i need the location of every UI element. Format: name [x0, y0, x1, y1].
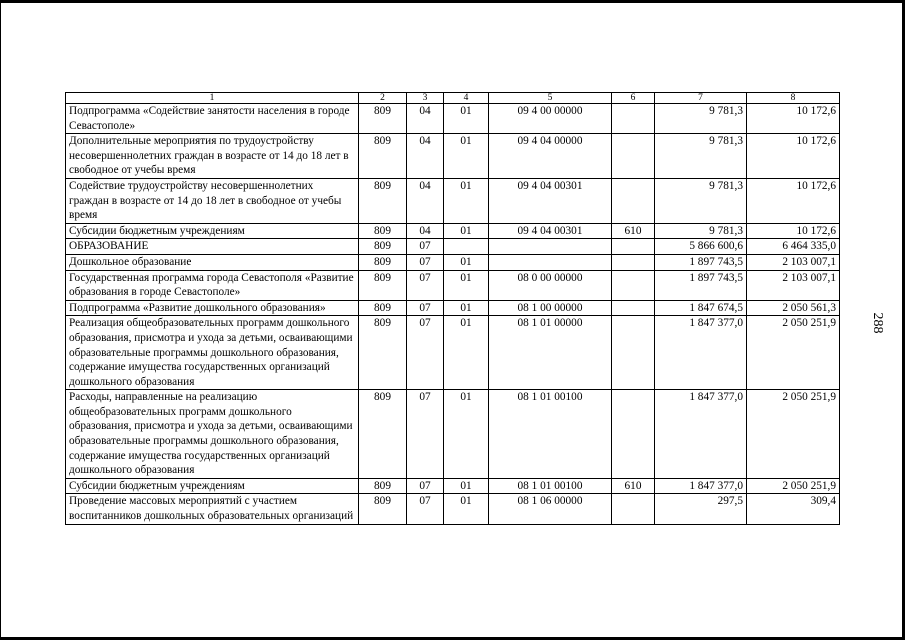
subsection-code: 01	[444, 134, 489, 179]
section-code: 07	[407, 494, 444, 524]
expense-type-code	[612, 270, 655, 300]
target-article-code: 09 4 00 00000	[489, 104, 612, 134]
column-number: 5	[489, 93, 612, 104]
table-row	[66, 270, 840, 300]
row-name: Государственная программа города Севастополя «Развитие образования в городе Севастополе»	[66, 270, 359, 300]
row-name: Субсидии бюджетным учреждениям	[66, 478, 359, 494]
subsection-code: 01	[444, 270, 489, 300]
subsection-code: 01	[444, 300, 489, 316]
table-row	[66, 178, 840, 223]
expense-type-code	[612, 178, 655, 223]
target-article-code: 09 4 04 00301	[489, 223, 612, 239]
ministry-code: 809	[359, 239, 407, 255]
row-name: Подпрограмма «Развитие дошкольного образования»	[66, 300, 359, 316]
amount-year-2: 2 050 251,9	[747, 316, 840, 390]
row-name: Содействие трудоустройству несовершеннолетних граждан в возрасте от 14 до 18 лет в свободное от учебы время	[66, 178, 359, 223]
amount-year-1: 9 781,3	[655, 223, 747, 239]
expense-type-code	[612, 390, 655, 479]
expense-type-code	[612, 254, 655, 270]
subsection-code: 01	[444, 494, 489, 524]
amount-year-2: 6 464 335,0	[747, 239, 840, 255]
amount-year-2: 2 103 007,1	[747, 254, 840, 270]
column-number: 6	[612, 93, 655, 104]
subsection-code: 01	[444, 223, 489, 239]
section-code: 07	[407, 254, 444, 270]
target-article-code: 08 0 00 00000	[489, 270, 612, 300]
table-row	[66, 494, 840, 524]
section-code: 07	[407, 390, 444, 479]
amount-year-1: 1 897 743,5	[655, 254, 747, 270]
ministry-code: 809	[359, 270, 407, 300]
amount-year-1: 1 847 377,0	[655, 478, 747, 494]
section-code: 07	[407, 478, 444, 494]
ministry-code: 809	[359, 134, 407, 179]
ministry-code: 809	[359, 178, 407, 223]
table-row	[66, 254, 840, 270]
amount-year-1: 1 847 377,0	[655, 316, 747, 390]
section-code: 07	[407, 300, 444, 316]
subsection-code: 01	[444, 104, 489, 134]
ministry-code: 809	[359, 300, 407, 316]
subsection-code: 01	[444, 478, 489, 494]
target-article-code: 08 1 01 00100	[489, 390, 612, 479]
subsection-code: 01	[444, 390, 489, 479]
amount-year-1: 297,5	[655, 494, 747, 524]
ministry-code: 809	[359, 254, 407, 270]
column-number: 7	[655, 93, 747, 104]
expense-type-code	[612, 494, 655, 524]
expense-type-code	[612, 134, 655, 179]
budget-table	[65, 92, 840, 525]
expense-type-code	[612, 300, 655, 316]
section-code: 07	[407, 270, 444, 300]
expense-type-code	[612, 316, 655, 390]
amount-year-2: 10 172,6	[747, 104, 840, 134]
table-row	[66, 104, 840, 134]
subsection-code: 01	[444, 254, 489, 270]
amount-year-2: 2 050 251,9	[747, 478, 840, 494]
section-code: 04	[407, 134, 444, 179]
column-number-row	[66, 93, 840, 104]
target-article-code: 08 1 00 00000	[489, 300, 612, 316]
table-row	[66, 134, 840, 179]
ministry-code: 809	[359, 478, 407, 494]
ministry-code: 809	[359, 104, 407, 134]
column-number: 2	[359, 93, 407, 104]
column-number: 3	[407, 93, 444, 104]
subsection-code: 01	[444, 316, 489, 390]
section-code: 04	[407, 223, 444, 239]
subsection-code	[444, 239, 489, 255]
amount-year-1: 9 781,3	[655, 134, 747, 179]
table-row	[66, 239, 840, 255]
expense-type-code	[612, 239, 655, 255]
subsection-code: 01	[444, 178, 489, 223]
scan-edge-top	[0, 0, 905, 3]
expense-type-code: 610	[612, 478, 655, 494]
expense-type-code: 610	[612, 223, 655, 239]
amount-year-1: 5 866 600,6	[655, 239, 747, 255]
amount-year-2: 2 103 007,1	[747, 270, 840, 300]
page-number: 288	[870, 312, 885, 334]
amount-year-1: 9 781,3	[655, 104, 747, 134]
section-code: 04	[407, 104, 444, 134]
table-row	[66, 316, 840, 390]
amount-year-2: 2 050 561,3	[747, 300, 840, 316]
target-article-code	[489, 254, 612, 270]
amount-year-2: 10 172,6	[747, 223, 840, 239]
target-article-code: 08 1 01 00100	[489, 478, 612, 494]
amount-year-2: 309,4	[747, 494, 840, 524]
amount-year-2: 10 172,6	[747, 134, 840, 179]
section-code: 04	[407, 178, 444, 223]
target-article-code: 09 4 04 00000	[489, 134, 612, 179]
row-name: Проведение массовых мероприятий с участием воспитанников дошкольных образовательных организаций	[66, 494, 359, 524]
ministry-code: 809	[359, 223, 407, 239]
ministry-code: 809	[359, 316, 407, 390]
target-article-code: 08 1 06 00000	[489, 494, 612, 524]
column-number: 1	[66, 93, 359, 104]
row-name: Субсидии бюджетным учреждениям	[66, 223, 359, 239]
table-row	[66, 390, 840, 479]
column-number: 4	[444, 93, 489, 104]
target-article-code: 09 4 04 00301	[489, 178, 612, 223]
table-body	[66, 93, 840, 525]
row-name: Расходы, направленные на реализацию общеобразовательных программ дошкольного образования, присмотра и ухода за детьми, осваивающими образовательные программы дошкольного образования, содержание имущества государственных организаций дошкольного образования	[66, 390, 359, 479]
amount-year-1: 9 781,3	[655, 178, 747, 223]
ministry-code: 809	[359, 494, 407, 524]
target-article-code: 08 1 01 00000	[489, 316, 612, 390]
amount-year-1: 1 847 674,5	[655, 300, 747, 316]
amount-year-2: 10 172,6	[747, 178, 840, 223]
ministry-code: 809	[359, 390, 407, 479]
table-row	[66, 300, 840, 316]
row-name: Дошкольное образование	[66, 254, 359, 270]
amount-year-1: 1 897 743,5	[655, 270, 747, 300]
amount-year-1: 1 847 377,0	[655, 390, 747, 479]
row-name: ОБРАЗОВАНИЕ	[66, 239, 359, 255]
expense-type-code	[612, 104, 655, 134]
section-code: 07	[407, 316, 444, 390]
column-number: 8	[747, 93, 840, 104]
table-row	[66, 478, 840, 494]
row-name: Подпрограмма «Содействие занятости населения в городе Севастополе»	[66, 104, 359, 134]
section-code: 07	[407, 239, 444, 255]
row-name: Дополнительные мероприятия по трудоустройству несовершеннолетних граждан в возрасте от 14 до 18 лет в свободное от учебы время	[66, 134, 359, 179]
amount-year-2: 2 050 251,9	[747, 390, 840, 479]
row-name: Реализация общеобразовательных программ дошкольного образования, присмотра и ухода за детьми, осваивающими образовательные программы дошкольного образования, содержание имущества государственных организаций дошкольного образования	[66, 316, 359, 390]
table-row	[66, 223, 840, 239]
target-article-code	[489, 239, 612, 255]
